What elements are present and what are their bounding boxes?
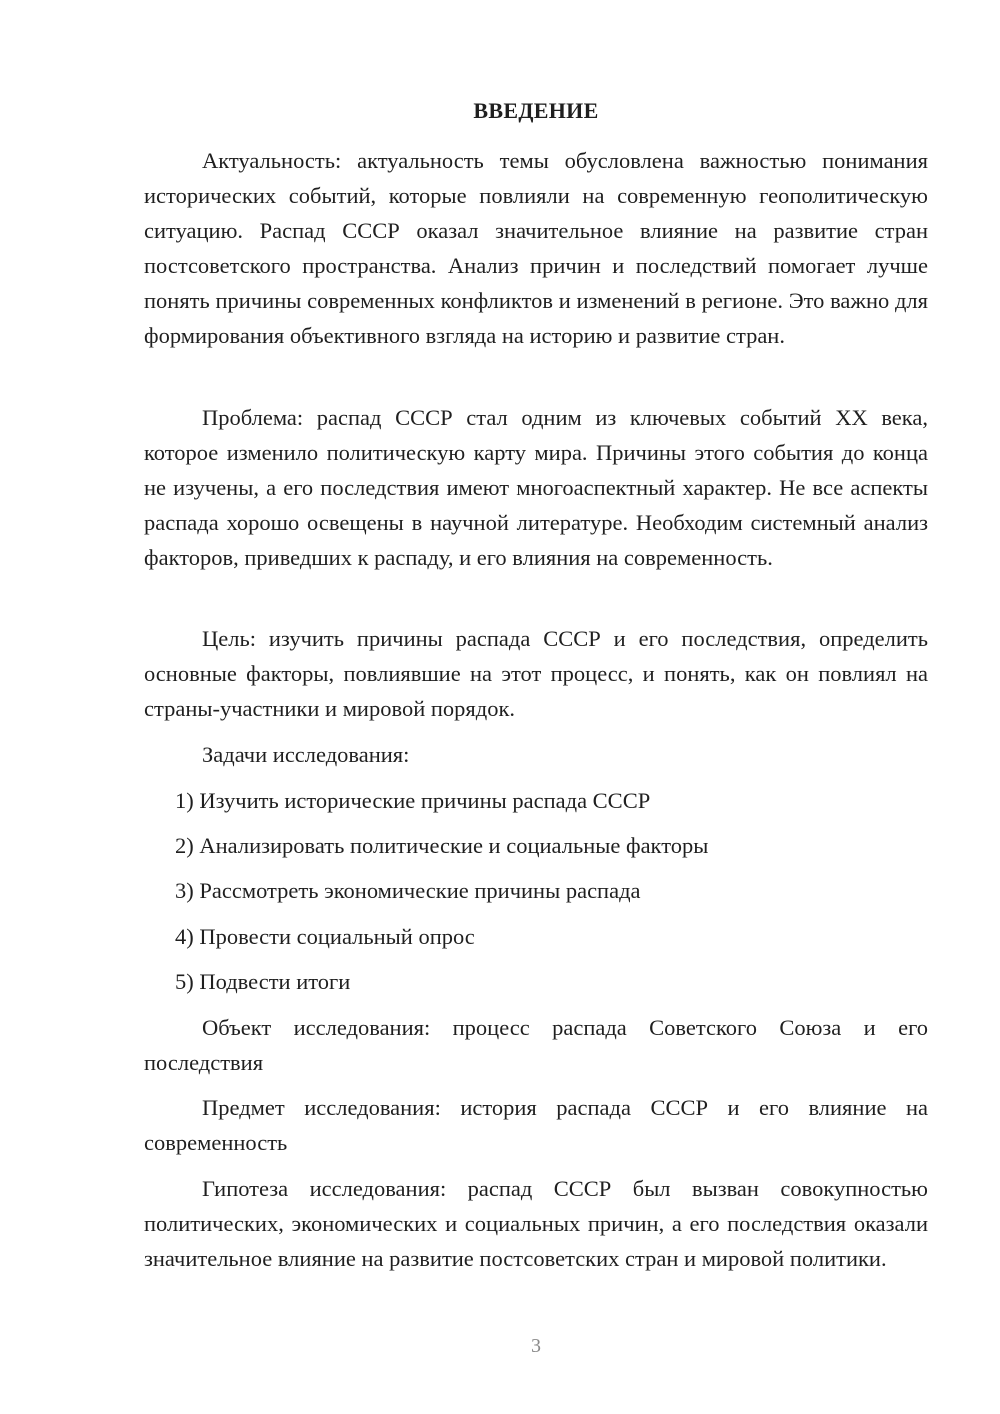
paragraph-hypothesis: Гипотеза исследования: распад СССР был вызван совокупностью политических, экономических и социальных причин, а его последствия оказали значительное влияние на развитие постсоветских стран и мировой политики.: [144, 1176, 928, 1271]
paragraph-object: Объект исследования: процесс распада Советского Союза и его последствия: [144, 1015, 928, 1075]
task-list-item-4: 4) Провести социальный опрос: [175, 924, 475, 949]
page-number: 3: [531, 1335, 541, 1357]
tasks-heading: Задачи исследования:: [202, 742, 410, 767]
task-list-item-5: 5) Подвести итоги: [175, 969, 351, 994]
paragraph-problem: Проблема: распад СССР стал одним из ключевых событий XX века, которое изменило политическую карту мира. Причины этого события до конца не изучены, а его последствия имеют многоаспектный характер. Не все аспекты распада хорошо освещены в научной литературе. Необходим системный анализ факторов, приведших к распаду, и его влияния на современность.: [144, 405, 928, 570]
page-title: ВВЕДЕНИЕ: [473, 98, 599, 123]
task-list-item-2: 2) Анализировать политические и социальные факторы: [175, 833, 709, 858]
paragraph-subject: Предмет исследования: история распада СССР и его влияние на современность: [144, 1095, 928, 1155]
task-list-item-1: 1) Изучить исторические причины распада СССР: [175, 788, 651, 813]
task-list-item-3: 3) Рассмотреть экономические причины распада: [175, 878, 641, 903]
paragraph-goal: Цель: изучить причины распада СССР и его последствия, определить основные факторы, повлиявшие на этот процесс, и понять, как он повлиял на страны-участники и мировой порядок.: [144, 626, 928, 721]
paragraph-relevance: Актуальность: актуальность темы обусловлена важностью понимания исторических событий, которые повлияли на современную геополитическую ситуацию. Распад СССР оказал значительное влияние на развитие стран постсоветского пространства. Анализ причин и последствий помогает лучше понять причины современных конфликтов и изменений в регионе. Это важно для формирования объективного взгляда на историю и развитие стран.: [144, 148, 928, 348]
